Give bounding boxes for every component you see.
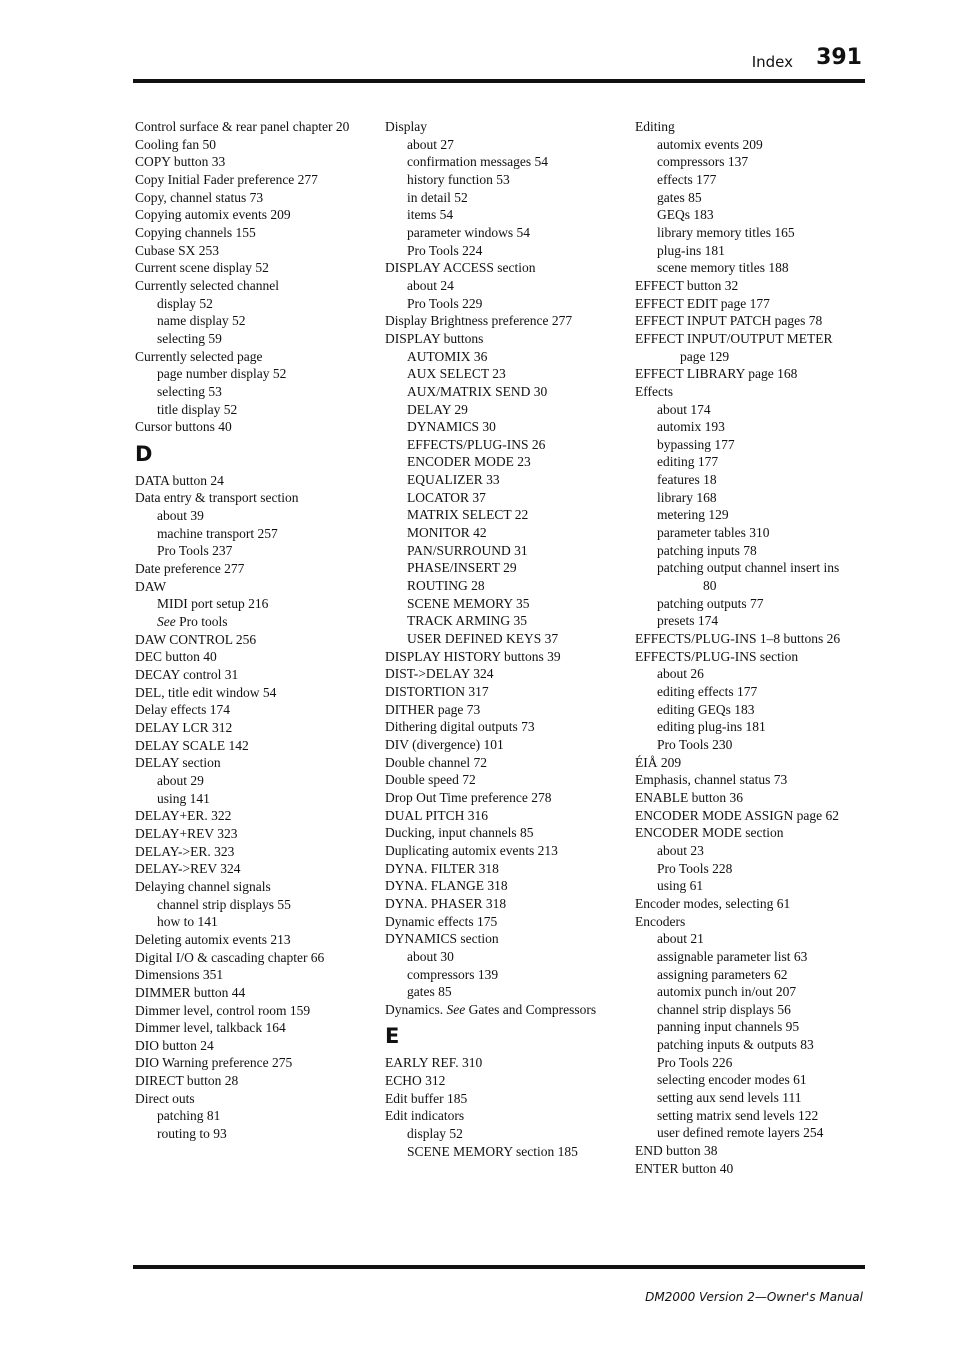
see-reference: See [157,614,176,630]
index-entry: DEL, title edit window 54 [135,684,277,700]
index-subentry: about 29 [157,772,204,788]
index-subentry: assigning parameters 62 [657,966,788,982]
index-subentry: scene memory titles 188 [657,260,789,276]
index-subentry: selecting 59 [157,330,222,346]
index-subentry: ROUTING 28 [407,578,485,594]
index-subentry: patching output channel insert ins [657,560,840,576]
index-entry: ÉIÅ 209 [635,754,682,770]
index-subentry: about 21 [657,931,704,947]
index-entry: DISPLAY ACCESS section [385,260,536,276]
index-subentry: about 26 [657,666,704,682]
index-entry: DYNA. FLANGE 318 [385,878,508,894]
index-subentry: EQUALIZER 33 [407,472,500,488]
index-subentry: about 27 [407,136,454,152]
see-reference: See [446,1001,466,1017]
index-subentry: automix events 209 [657,136,763,152]
index-subentry: about 30 [407,948,454,964]
running-footer: DM2000 Version 2—Owner's Manual [645,1290,863,1304]
index-entry: Encoder modes, selecting 61 [635,895,791,911]
index-subentry: Pro Tools 226 [657,1054,733,1070]
index-subentry: PHASE/INSERT 29 [407,560,517,576]
index-entry: ENTER button 40 [635,1160,734,1176]
index-entry: Copying automix events 209 [135,207,291,223]
index-subentry: Pro Tools 229 [407,295,483,311]
index-subentry: plug-ins 181 [657,242,725,258]
index-entry: DELAY->REV 324 [135,861,241,877]
index-column-1 [135,118,375,1143]
index-subentry: MIDI port setup 216 [157,596,269,612]
index-subentry: patching inputs 78 [657,542,757,558]
index-entry: EFFECTS/PLUG-INS section [635,648,799,664]
index-entry: Deleting automix events 213 [135,931,291,947]
index-subentry: library 168 [657,489,717,505]
index-subentry: gates 85 [407,984,452,1000]
see-target: Gates and Compressors [465,1001,597,1017]
index-entry-see [385,1001,625,1019]
index-entry: Currently selected page [135,348,263,364]
index-entry: EFFECT LIBRARY page 168 [635,366,798,382]
index-subentry: DYNAMICS 30 [407,419,496,435]
index-subentry: setting aux send levels 111 [657,1090,802,1106]
index-subentry: parameter tables 310 [657,525,770,541]
index-subentry: AUX SELECT 23 [407,366,506,382]
index-subentry: Pro Tools 224 [407,242,483,258]
index-subentry: GEQs 183 [657,207,714,223]
index-entry: Currently selected channel [135,277,279,293]
index-entry: Dynamic effects 175 [385,913,498,929]
index-entry: Data entry & transport section [135,490,299,506]
index-subentry: display 52 [407,1126,463,1142]
index-entry: Ducking, input channels 85 [385,825,534,841]
index-entry: DIO button 24 [135,1037,214,1053]
index-entry: ECHO 312 [385,1073,446,1089]
index-subentry: about 39 [157,508,204,524]
index-entry: Dimensions 351 [135,967,224,983]
index-subentry: Pro Tools 228 [657,860,733,876]
index-entry: EFFECTS/PLUG-INS 1–8 buttons 26 [635,631,841,647]
index-entry: Cubase SX 253 [135,242,219,258]
index-subentry: confirmation messages 54 [407,154,548,170]
index-entry: Current scene display 52 [135,260,269,276]
index-subentry: effects 177 [657,171,717,187]
index-subentry: about 24 [407,277,454,293]
index-entry: DELAY SCALE 142 [135,737,249,753]
index-entry: DYNA. FILTER 318 [385,860,499,876]
index-entry: Direct outs [135,1090,195,1106]
index-entry: Drop Out Time preference 278 [385,789,552,805]
index-subentry: title display 52 [157,401,238,417]
index-entry: DELAY LCR 312 [135,720,233,735]
index-entry: Double speed 72 [385,772,476,788]
index-entry: Copy Initial Fader preference 277 [135,171,318,187]
index-entry: EFFECT button 32 [635,277,739,293]
index-entry: Effects [635,383,673,399]
index-column-2 [385,118,625,1160]
index-entry: Dithering digital outputs 73 [385,719,535,735]
index-subentry: selecting encoder modes 61 [657,1072,807,1088]
index-subentry: channel strip displays 56 [657,1001,791,1017]
index-entry: Copying channels 155 [135,224,256,240]
footer-rule [133,1265,865,1269]
index-entry: DIO Warning preference 275 [135,1055,293,1071]
index-entry: ENABLE button 36 [635,789,743,805]
index-subentry: how to 141 [157,914,218,930]
index-subentry: presets 174 [657,613,719,629]
index-subentry: editing plug-ins 181 [657,719,766,735]
index-entry: DIST->DELAY 324 [385,666,494,682]
index-entry: Editing [635,119,675,134]
index-subentry: name display 52 [157,313,246,329]
index-subentry: using 61 [657,878,704,894]
index-subentry: library memory titles 165 [657,224,795,240]
index-subentry: parameter windows 54 [407,224,530,240]
index-subentry: TRACK ARMING 35 [407,613,528,629]
index-entry: Dimmer level, talkback 164 [135,1020,286,1036]
index-entry: DISPLAY buttons [385,330,484,346]
index-subentry: Pro Tools 237 [157,543,233,559]
index-subentry: about 174 [657,401,711,417]
index-entry: DITHER page 73 [385,701,481,717]
index-entry: Cursor buttons 40 [135,419,232,435]
index-subentry: EFFECTS/PLUG-INS 26 [407,436,546,452]
index-entry: DYNAMICS section [385,931,499,947]
index-subentry: assignable parameter list 63 [657,948,808,964]
index-entry: DISPLAY HISTORY buttons 39 [385,648,561,664]
index-entry: DELAY->ER. 323 [135,843,235,859]
index-entry: COPY button 33 [135,154,226,170]
index-subentry: MONITOR 42 [407,525,487,541]
index-entry: Edit buffer 185 [385,1090,468,1106]
page-number: 391 [816,45,862,70]
index-entry: DELAY+REV 323 [135,825,238,841]
index-entry: DIRECT button 28 [135,1073,239,1089]
index-column-3 [635,118,863,1177]
index-subentry: user defined remote layers 254 [657,1125,824,1141]
index-subentry: using 141 [157,790,210,806]
index-subentry: Pro Tools 230 [657,736,733,752]
index-subentry: SCENE MEMORY 35 [407,595,530,611]
index-subentry: history function 53 [407,171,510,187]
index-subentry: AUTOMIX 36 [407,348,488,364]
index-subentry: patching 81 [157,1108,221,1124]
index-entry: END button 38 [635,1143,718,1159]
index-entry: Control surface & rear panel chapter 20 [135,119,350,134]
index-subentry-see [135,613,375,631]
index-entry: DISTORTION 317 [385,684,489,699]
index-entry: Digital I/O & cascading chapter 66 [135,949,325,965]
index-entry: Cooling fan 50 [135,136,216,152]
index-subentry: automix 193 [657,419,725,435]
section-letter-d: D [135,441,153,466]
index-entry: DAW CONTROL 256 [135,631,257,647]
index-subentry-continuation: 80 [703,578,717,594]
index-subentry: editing 177 [657,454,719,470]
index-entry-continuation: page 129 [680,348,730,364]
header-rule [133,79,865,83]
section-letter-e: E [385,1024,400,1049]
index-subentry: panning input channels 95 [657,1019,800,1035]
index-entry: DATA button 24 [135,472,224,488]
index-subentry: patching outputs 77 [657,595,764,611]
index-subentry: compressors 139 [407,966,499,982]
index-entry: Display [385,119,427,134]
index-entry: Date preference 277 [135,561,245,577]
index-subentry: LOCATOR 37 [407,489,486,505]
index-entry: ENCODER MODE ASSIGN page 62 [635,807,839,823]
index-entry: Delaying channel signals [135,878,271,894]
index-entry: EFFECT INPUT/OUTPUT METER [635,330,833,346]
index-entry: EFFECT EDIT page 177 [635,295,770,311]
index-subentry: items 54 [407,207,454,223]
index-entry: DELAY+ER. 322 [135,808,232,824]
index-subentry: patching inputs & outputs 83 [657,1037,814,1053]
index-subentry: machine transport 257 [157,525,278,541]
index-subentry: ENCODER MODE 23 [407,454,531,470]
index-entry: Delay effects 174 [135,702,230,718]
index-entry: Emphasis, channel status 73 [635,772,788,788]
index-subentry: USER DEFINED KEYS 37 [407,631,559,647]
index-entry: Double channel 72 [385,754,487,770]
index-entry: EFFECT INPUT PATCH pages 78 [635,313,823,329]
index-subentry: editing effects 177 [657,684,758,699]
index-subentry: SCENE MEMORY section 185 [407,1143,578,1159]
index-entry: EARLY REF. 310 [385,1055,483,1071]
index-subentry: channel strip displays 55 [157,896,291,912]
index-entry: Copy, channel status 73 [135,189,264,205]
index-subentry: routing to 93 [157,1126,227,1142]
index-subentry: DELAY 29 [407,401,468,417]
index-subentry: features 18 [657,472,717,488]
index-subentry: in detail 52 [407,189,468,205]
index-subentry: selecting 53 [157,383,222,399]
index-entry: DIMMER button 44 [135,984,246,1000]
index-entry: Edit indicators [385,1108,465,1124]
index-entry: Encoders [635,913,686,929]
running-header-title: Index [751,53,793,71]
index-entry: Dimmer level, control room 159 [135,1002,311,1018]
index-subentry: compressors 137 [657,154,749,170]
index-entry: DUAL PITCH 316 [385,807,488,823]
index-subentry: metering 129 [657,507,729,523]
index-entry: DELAY section [135,755,221,771]
index-subentry: PAN/SURROUND 31 [407,542,528,558]
index-entry: ENCODER MODE section [635,825,784,841]
index-subentry: display 52 [157,295,213,311]
index-subentry: bypassing 177 [657,436,735,452]
entry-term: Dynamics. [385,1001,447,1017]
index-subentry: gates 85 [657,189,702,205]
index-subentry: page number display 52 [157,366,287,382]
index-subentry: about 23 [657,842,704,858]
index-entry: DIV (divergence) 101 [385,736,504,752]
index-entry: DEC button 40 [135,649,217,665]
index-entry: Duplicating automix events 213 [385,842,558,858]
index-entry: Display Brightness preference 277 [385,313,573,329]
see-target: Pro tools [175,614,228,630]
index-subentry: editing GEQs 183 [657,701,755,717]
index-subentry: AUX/MATRIX SEND 30 [407,383,548,399]
index-subentry: MATRIX SELECT 22 [407,507,529,523]
index-entry: DYNA. PHASER 318 [385,895,507,911]
index-subentry: setting matrix send levels 122 [657,1107,819,1123]
index-entry: DECAY control 31 [135,667,239,683]
index-entry: DAW [135,578,167,594]
index-subentry: automix punch in/out 207 [657,984,797,1000]
